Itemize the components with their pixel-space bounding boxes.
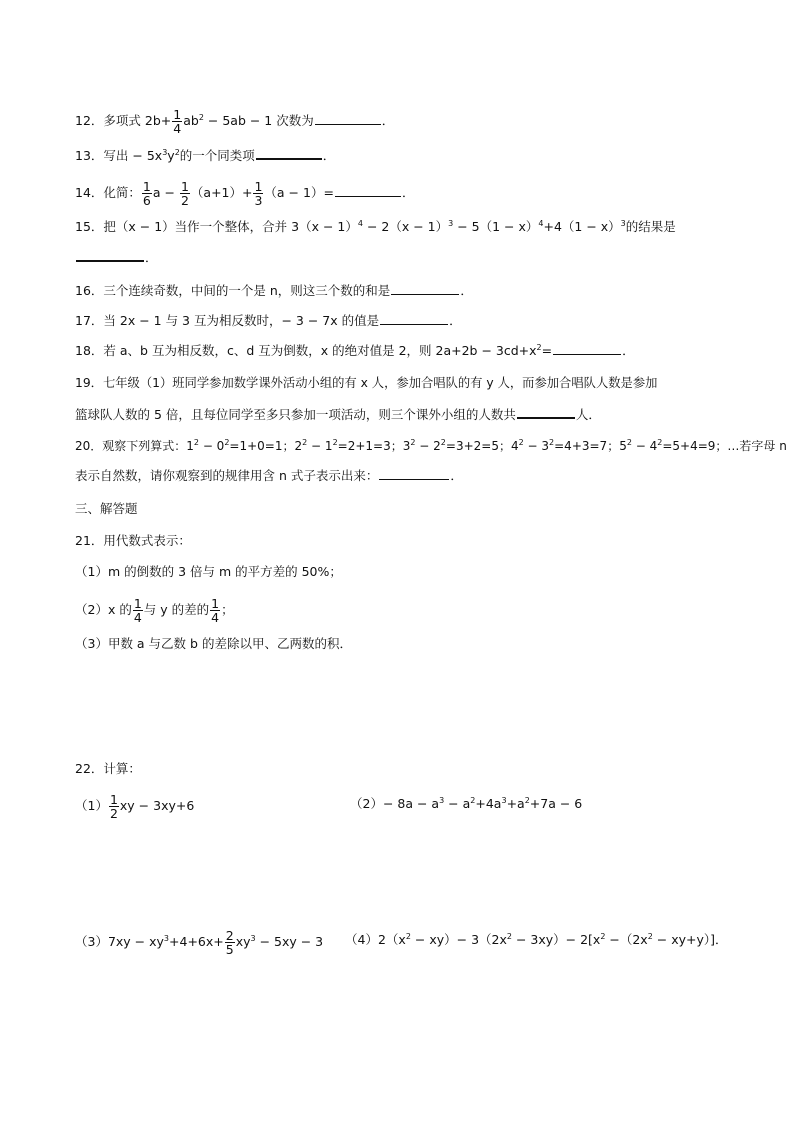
question-18: 18．若 a、b 互为相反数，c、d 互为倒数，x 的绝对值是 2，则 $2a+2b - 3cd+x^2=$ ． bbox=[75, 343, 635, 358]
question-21-part-3: （3）甲数 a 与乙数 b 的差除以甲、乙两数的积． bbox=[75, 636, 352, 651]
answer-blank[interactable] bbox=[76, 248, 144, 262]
fraction: $\frac{1}{2}$ bbox=[109, 792, 118, 821]
answer-blank[interactable] bbox=[256, 146, 322, 160]
answer-blank[interactable] bbox=[517, 405, 575, 419]
answer-blank[interactable] bbox=[335, 184, 401, 197]
question-15: 15．把（x − 1）当作一个整体，合并 $3(x - 1)^4 - 2(x - 1)^3 - 5(1 - x)^4+4(1 - x)^3$的结果是 bbox=[75, 219, 676, 234]
question-13: 13．写出 − $5x^3y^2$的一个同类项 ． bbox=[75, 148, 336, 163]
question-19-line-1: 19．七年级（1）班同学参加数学课外活动小组的有 x 人，参加合唱队的有 y 人，而参加合唱队人数是参加 bbox=[75, 376, 658, 390]
question-21-part-1: （1）m 的倒数的 3 倍与 m 的平方差的 50%； bbox=[75, 564, 342, 579]
section-heading: 三、解答题 bbox=[75, 501, 138, 516]
fraction: $\frac{1}{4}$ bbox=[133, 596, 142, 625]
question-22-part-2: $(2)- 8a - a^3 - a^2+4a^3+a^2+7a - 6$ bbox=[350, 796, 583, 811]
answer-blank[interactable] bbox=[380, 312, 448, 325]
fraction: $\frac{2}{5}$ bbox=[225, 928, 234, 957]
question-16: 16．三个连续奇数，中间的一个是 n，则这三个数的和是 ． bbox=[75, 283, 473, 298]
question-19-line-2: 篮球队人数的 5 倍，且每位同学至多只参加一项活动，则三个课外小组的人数共 人． bbox=[75, 407, 601, 422]
answer-blank[interactable] bbox=[553, 342, 621, 355]
answer-blank[interactable] bbox=[315, 112, 381, 125]
question-22-title: 22．计算： bbox=[75, 761, 141, 776]
fraction: $\frac{1}{4}$ bbox=[173, 107, 182, 136]
question-14: 14．化简： $\frac{1}{6}$ a − $\frac{1}{2}$ （a+1）+ $\frac{1}{3}$ （a − 1）= ． bbox=[75, 179, 415, 208]
fraction: $\frac{1}{3}$ bbox=[254, 179, 263, 208]
question-15-answer-line: ． bbox=[75, 248, 158, 267]
answer-blank[interactable] bbox=[391, 282, 459, 295]
question-22-part-4: $(4)2(x^2 - xy)- 3(2x^2 - 3xy)- 2[x^2 -(2x^2 - xy+y)]$． bbox=[345, 932, 728, 947]
question-12: 12．多项式 2b+ $\frac{1}{4}$ $ab^2 - 5ab - 1$ 次数为 ． bbox=[75, 107, 395, 136]
question-22-part-3: $(3)7xy - xy^3+4+6x+$ $\frac{2}{5}$ $xy^3 - 5xy - 3$ bbox=[75, 928, 324, 957]
answer-blank[interactable] bbox=[379, 467, 449, 480]
question-21-part-2: （2）x 的 $\frac{1}{4}$ 与 y 的差的 $\frac{1}{4}$ ； bbox=[75, 596, 234, 625]
question-22-part-1: （1） $\frac{1}{2}$ xy − 3xy+6 bbox=[75, 792, 195, 821]
question-17: 17．当 2x − 1 与 3 互为相反数时，− 3 − 7x 的值是 ． bbox=[75, 313, 462, 328]
q12-text: 12．多项式 2b+ bbox=[75, 113, 172, 128]
question-21-title: 21．用代数式表示： bbox=[75, 533, 191, 548]
fraction: $\frac{1}{6}$ bbox=[142, 179, 151, 208]
fraction: $\frac{1}{4}$ bbox=[211, 596, 220, 625]
question-20-line-1: 20．观察下列算式：$1^2 - 0^2=1+0=1$；$2^2 - 1^2=2+1=3$；$3^2 - 2^2=3+2=5$；$4^2 - 3^2=4+3=7$；$5^2 - 4^2=5+4=9$；…若字母 n bbox=[75, 438, 787, 453]
fraction: $\frac{1}{2}$ bbox=[180, 179, 189, 208]
question-20-line-2: 表示自然数，请你观察到的规律用含 n 式子表示出来： ． bbox=[75, 468, 463, 483]
